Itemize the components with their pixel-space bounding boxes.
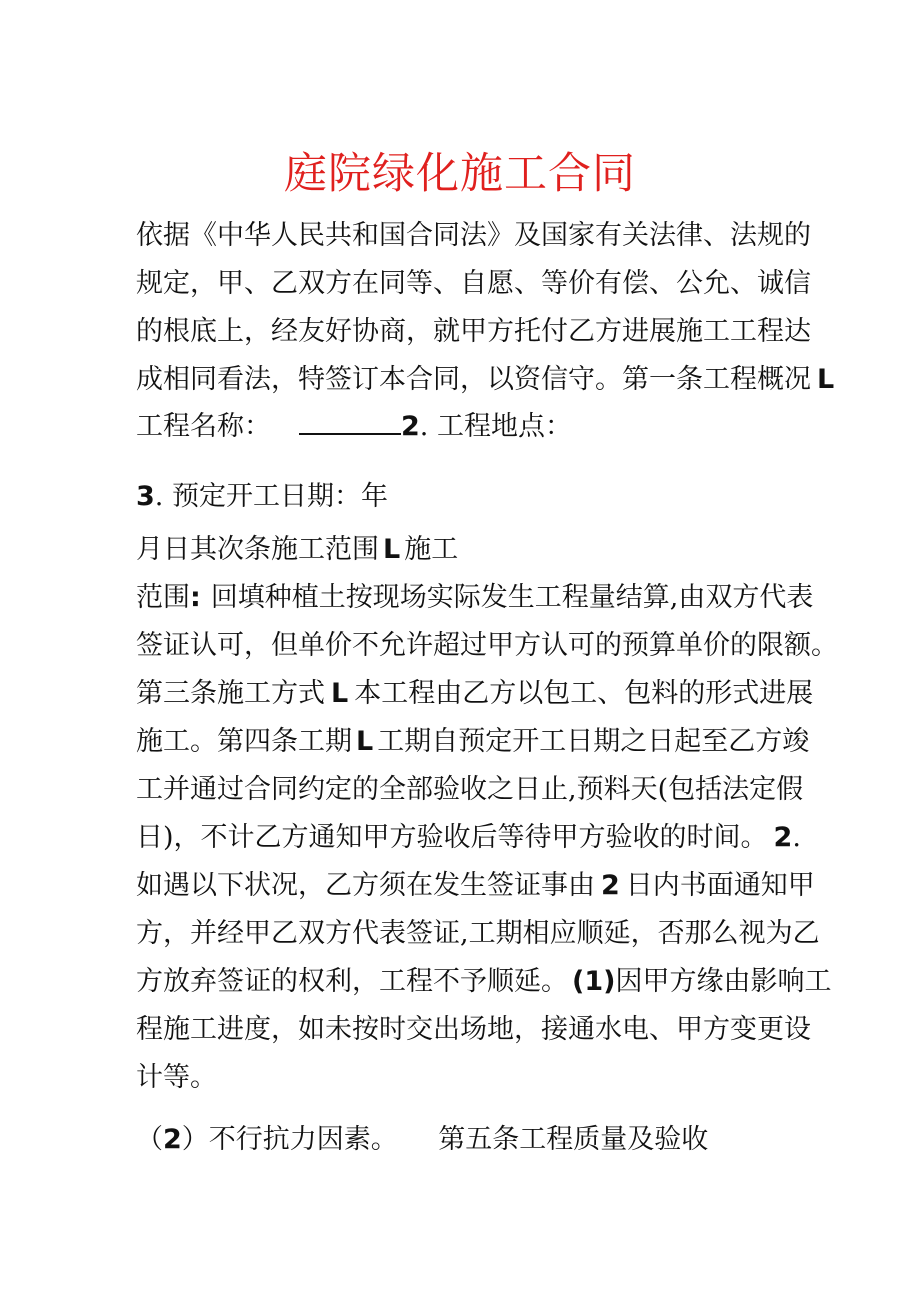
body-text: 日内书面通知甲 xyxy=(625,870,815,901)
body-text: 施工。第四条工期 xyxy=(136,726,352,757)
field-label-project-site: . 工程地点： xyxy=(419,411,572,442)
item-number: 3 xyxy=(136,481,155,512)
body-text: 回填种植土按现场实际发生工程量结算,由双方代表 xyxy=(210,582,814,613)
document-title: 庭院绿化施工合同 xyxy=(284,149,636,199)
item-number: 2 xyxy=(401,411,420,442)
body-line-12 xyxy=(136,766,803,814)
body-text: . xyxy=(792,822,801,853)
body-text: 本工程由乙方以包工、包料的形式进展 xyxy=(354,678,814,709)
body-line-13 xyxy=(136,814,801,862)
body-line-19 xyxy=(136,1116,708,1164)
body-line-17 xyxy=(136,1006,811,1054)
list-marker: (1) xyxy=(572,966,616,997)
body-text: 签证认可，但单价不允许超过甲方认可的预算单价的限额。 xyxy=(136,630,838,661)
body-text: 日)，不计乙方通知甲方验收后等待甲方验收的时间。 xyxy=(136,822,768,853)
bold-colon: : xyxy=(190,582,201,613)
paren-open: （ xyxy=(136,1124,163,1155)
body-line-6 xyxy=(136,473,388,521)
item-number: 2 xyxy=(773,822,793,853)
fill-in-blank xyxy=(299,405,401,435)
body-text: 方放弃签证的权利，工程不予顺延。 xyxy=(136,966,568,997)
body-line-8 xyxy=(136,574,813,622)
body-line-5 xyxy=(136,403,572,451)
body-line-16 xyxy=(136,958,831,1006)
body-line-7 xyxy=(136,526,458,574)
body-text: 月日其次条施工范围 xyxy=(136,534,379,565)
body-line-18 xyxy=(136,1054,217,1102)
body-text: 方，并经甲乙双方代表签证,工期相应顺延，否那么视为乙 xyxy=(136,918,820,949)
body-text: 计等。 xyxy=(136,1062,217,1093)
bold-marker: L xyxy=(331,678,349,709)
body-text: 工期自预定开工日期之日起至乙方竣 xyxy=(377,726,810,757)
section-heading-quality: 第五条工程质量及验收 xyxy=(384,1124,709,1155)
body-text: 程施工进度，如未按时交出场地，接通水电、甲方变更设 xyxy=(136,1014,811,1045)
bold-number: 2 xyxy=(601,870,620,901)
field-label-project-name: 工程名称： xyxy=(136,411,271,442)
list-marker: 2 xyxy=(163,1124,182,1155)
body-text: 如遇以下状况，乙方须在发生签证事由 xyxy=(136,870,595,901)
body-line-14 xyxy=(136,862,815,910)
body-text: 第三条施工方式 xyxy=(136,678,325,709)
body-line-11 xyxy=(136,718,809,766)
bold-marker: L xyxy=(817,364,835,395)
bold-marker: L xyxy=(356,726,374,757)
body-text: 成相同看法，特签订本合同，以资信守。第一条工程概况 xyxy=(136,364,811,395)
body-text: 范围 xyxy=(136,582,190,613)
body-line-15 xyxy=(136,910,820,958)
body-text: 工并通过合同约定的全部验收之日止,预料天(包括法定假 xyxy=(136,774,804,805)
body-text: 依据《中华人民共和国合同法》及国家有关法律、法规的 xyxy=(136,220,811,251)
bold-marker: L xyxy=(383,534,401,565)
body-line-10 xyxy=(136,670,813,718)
body-text: 规定，甲、乙双方在同等、自愿、等价有偿、公允、诚信 xyxy=(136,268,811,299)
body-line-3 xyxy=(136,308,811,356)
body-line-4 xyxy=(136,356,834,404)
body-line-2 xyxy=(136,260,811,308)
body-text: 的根底上，经友好协商，就甲方托付乙方进展施工工程达 xyxy=(136,316,811,347)
body-line-1 xyxy=(136,212,811,260)
body-text: ）不行抗力因素。 xyxy=(181,1124,385,1155)
body-text: 施工 xyxy=(404,534,459,565)
field-label-start-date: . 预定开工日期：年 xyxy=(154,481,388,512)
body-line-9 xyxy=(136,622,838,670)
body-text: 因甲方缘由影响工 xyxy=(615,966,832,997)
